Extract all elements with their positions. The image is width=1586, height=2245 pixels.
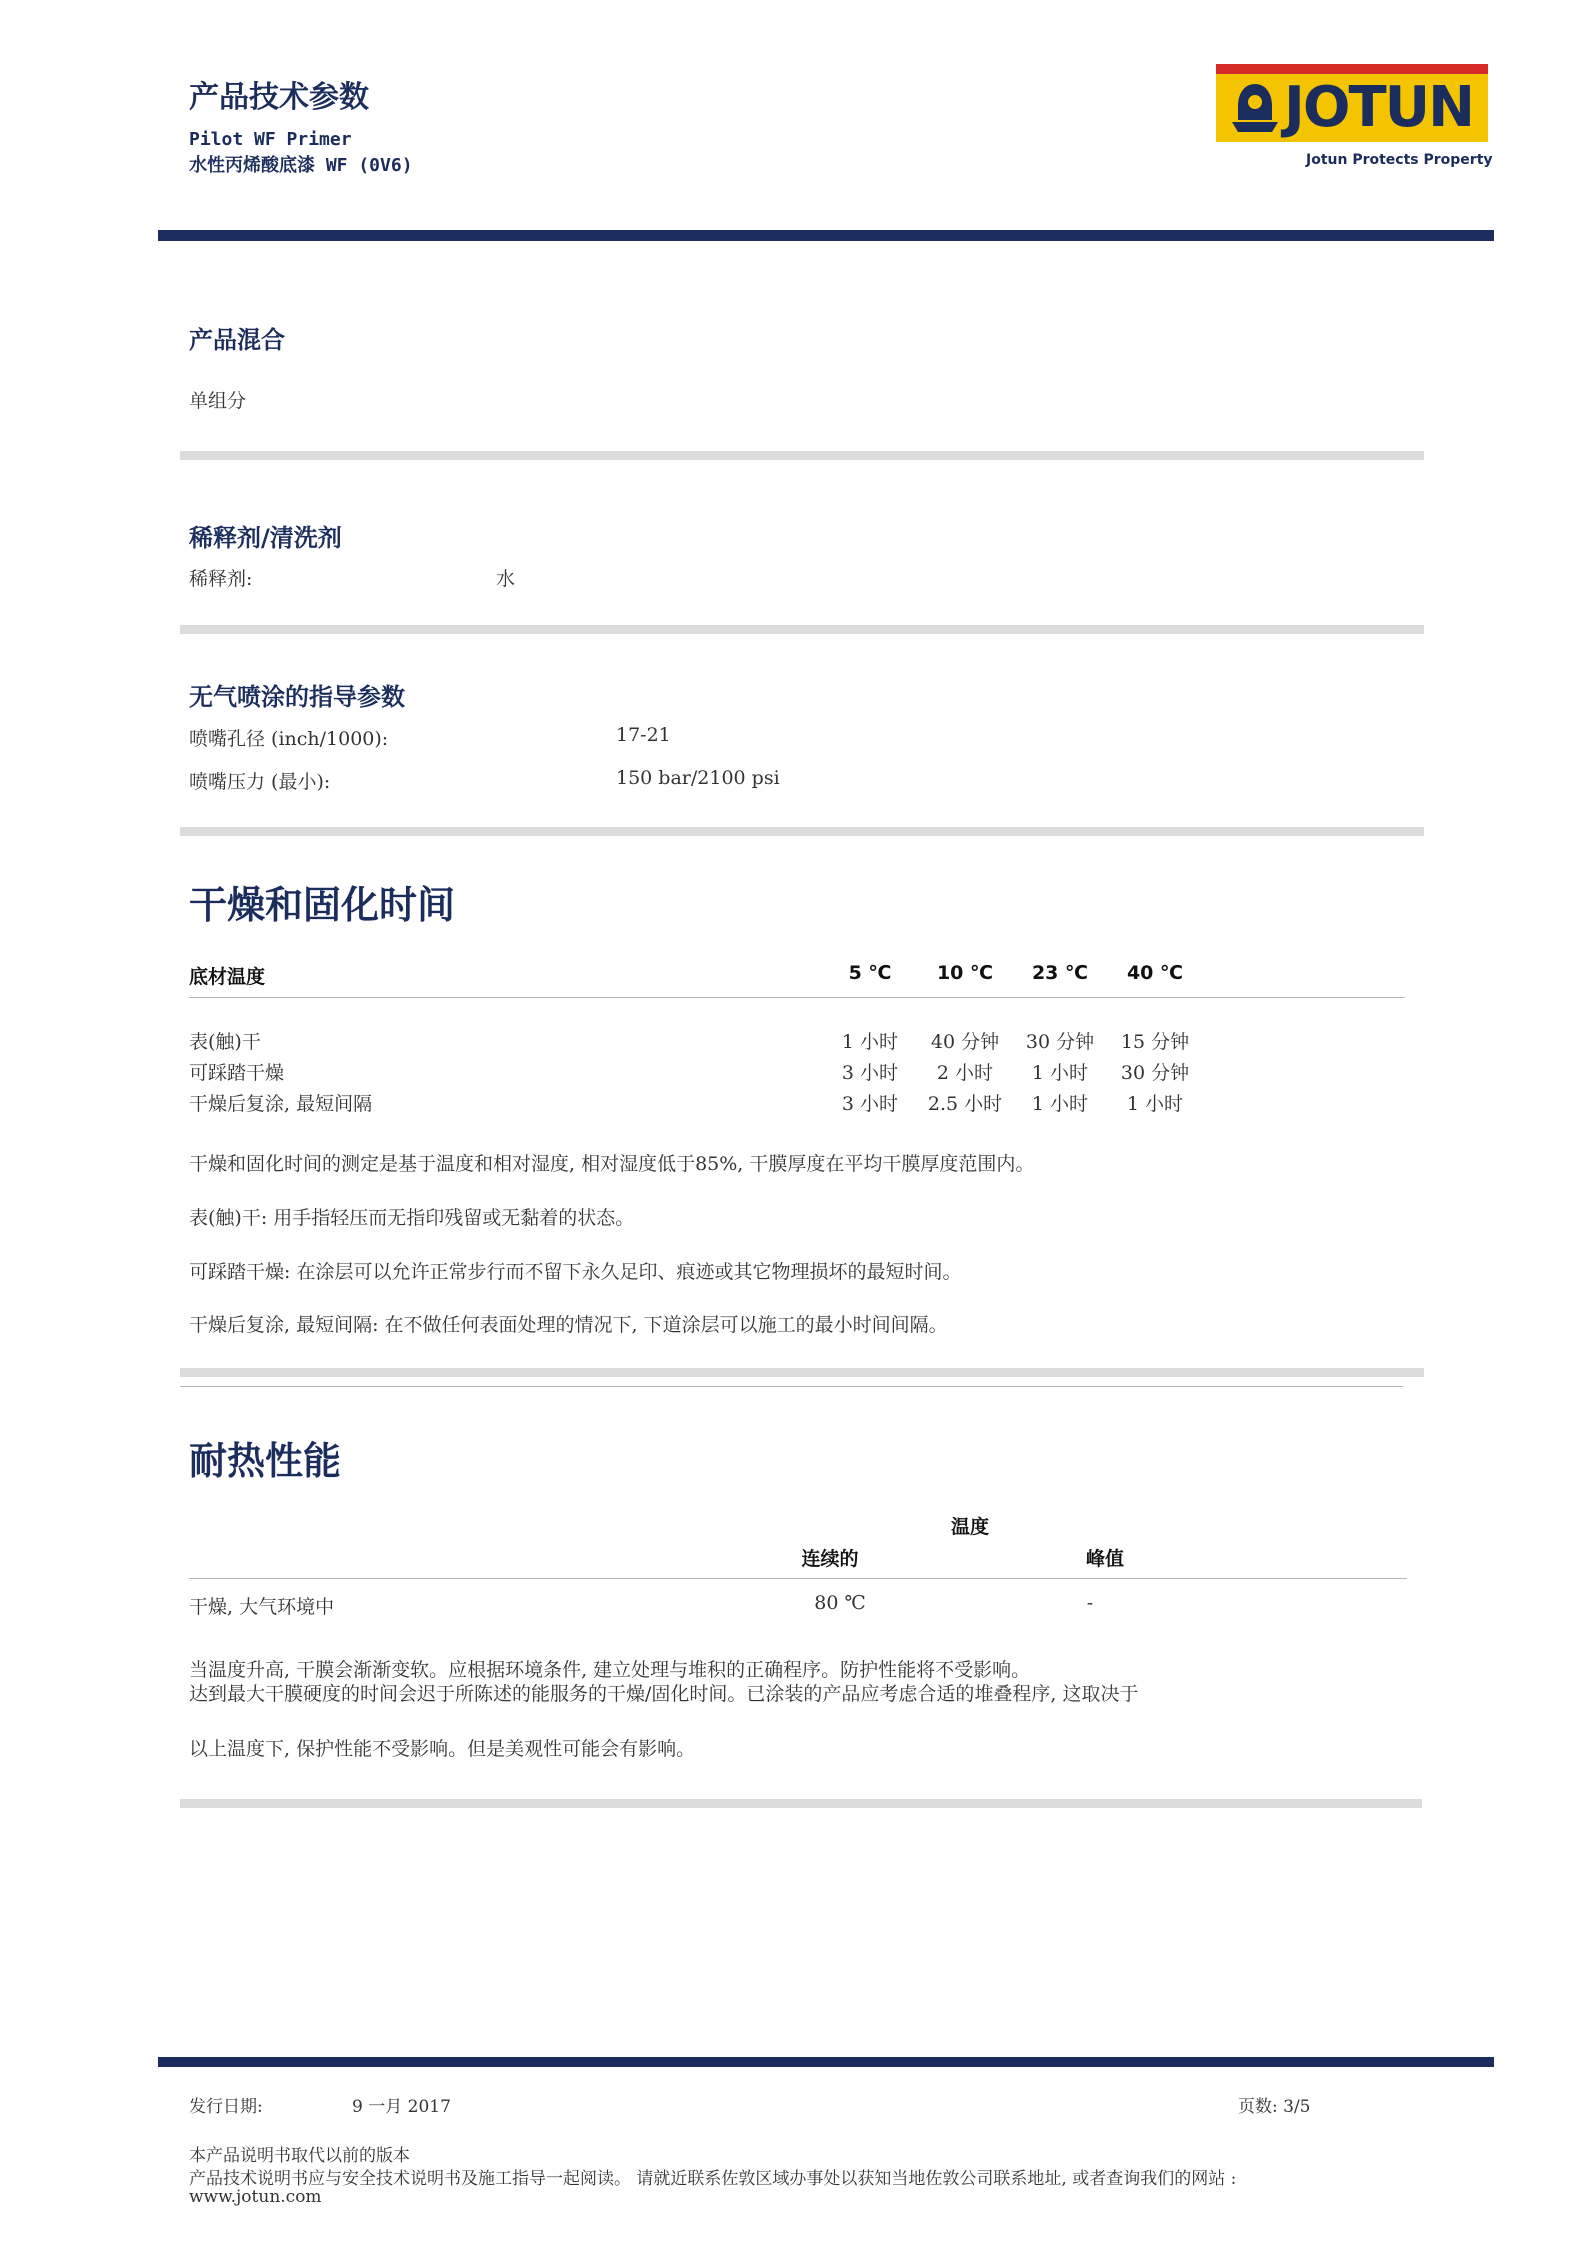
section-divider — [180, 1368, 1424, 1377]
airless-heading: 无气喷涂的指导参数 — [189, 683, 405, 711]
table-cell: 15 分钟 — [1120, 1031, 1190, 1053]
nozzle-tip-label: 喷嘴孔径 (inch/1000): — [189, 728, 389, 750]
product-name-cn: 水性丙烯酸底漆 WF (0V6) — [189, 155, 413, 176]
nozzle-pressure-label: 喷嘴压力 (最小): — [189, 771, 331, 793]
temp-col-40: 40 ℃ — [1126, 962, 1184, 984]
nozzle-pressure-value: 150 bar/2100 psi — [616, 767, 780, 789]
dry-atmospheric-label: 干燥, 大气环境中 — [189, 1596, 335, 1618]
heat-heading: 耐热性能 — [189, 1439, 342, 1483]
table-rule — [189, 1578, 1407, 1579]
ship-emblem-icon — [1228, 80, 1282, 136]
document-title: 产品技术参数 — [189, 80, 369, 115]
walk-on-dry-label: 可踩踏干燥 — [189, 1062, 285, 1084]
drying-note: 可踩踏干燥: 在涂层可以允许正常步行而不留下永久足印、痕迹或其它物理损坏的最短时间。 — [189, 1261, 962, 1283]
logo-wordmark: JOTUN — [1284, 75, 1473, 140]
temperature-group-header: 温度 — [950, 1516, 989, 1538]
table-cell: 1 小时 — [841, 1031, 899, 1053]
peak-value: - — [1086, 1592, 1094, 1614]
logo-red-band — [1216, 64, 1488, 74]
table-cell: 3 小时 — [841, 1062, 899, 1084]
temp-col-10: 10 ℃ — [936, 962, 994, 984]
thinner-heading: 稀释剂/清洗剂 — [189, 524, 342, 552]
continuous-header: 连续的 — [801, 1548, 859, 1570]
nozzle-tip-value: 17-21 — [616, 724, 671, 746]
mixing-heading: 产品混合 — [189, 326, 285, 354]
page-number: 页数: 3/5 — [1238, 2097, 1311, 2117]
heat-note: 当温度升高, 干膜会渐渐变软。应根据环境条件, 建立处理与堆积的正确程序。防护性能将不受影响。 — [189, 1659, 1031, 1681]
section-divider — [180, 827, 1424, 836]
drying-note: 干燥后复涂, 最短间隔: 在不做任何表面处理的情况下, 下道涂层可以施工的最小时间间隔。 — [189, 1314, 948, 1336]
heat-note: 达到最大干膜硬度的时间会迟于所陈述的能服务的干燥/固化时间。已涂装的产品应考虑合适的堆叠程序, 这取决于 — [189, 1683, 1139, 1705]
issue-date-label: 发行日期: — [189, 2097, 263, 2117]
section-divider — [180, 451, 1424, 460]
table-cell: 30 分钟 — [1120, 1062, 1190, 1084]
continuous-value: 80 ℃ — [814, 1592, 866, 1614]
temp-col-5: 5 ℃ — [848, 962, 892, 984]
header-divider — [158, 230, 1494, 241]
drying-note: 表(触)干: 用手指轻压而无指印残留或无黏着的状态。 — [189, 1207, 635, 1229]
footer-supersede: 本产品说明书取代以前的版本 — [189, 2146, 410, 2166]
table-cell: 1 小时 — [1126, 1093, 1184, 1115]
section-divider — [180, 1799, 1422, 1808]
footer-read-with: 产品技术说明书应与安全技术说明书及施工指导一起阅读。 请就近联系佐敦区域办事处以获知当地佐敦公司联系地址, 或者查询我们的网站 : — [189, 2169, 1237, 2189]
table-rule — [189, 997, 1405, 998]
heat-note: 以上温度下, 保护性能不受影响。但是美观性可能会有影响。 — [189, 1738, 696, 1760]
table-cell: 3 小时 — [841, 1093, 899, 1115]
peak-header: 峰值 — [1085, 1548, 1124, 1570]
table-cell: 2 小时 — [936, 1062, 994, 1084]
table-cell: 40 分钟 — [930, 1031, 1000, 1053]
drying-note: 干燥和固化时间的测定是基于温度和相对湿度, 相对湿度低于85%, 干膜厚度在平均干膜厚度范围内。 — [189, 1153, 1035, 1175]
thinner-label: 稀释剂: — [189, 568, 253, 590]
issue-date-value: 9 一月 2017 — [352, 2097, 451, 2117]
mixing-value: 单组分 — [189, 390, 247, 412]
product-name: Pilot WF Primer — [189, 129, 352, 150]
temp-col-23: 23 ℃ — [1031, 962, 1089, 984]
logo-tagline: Jotun Protects Property — [1306, 152, 1493, 168]
section-divider — [180, 625, 1424, 634]
thinner-value: 水 — [496, 568, 516, 590]
drying-heading: 干燥和固化时间 — [189, 883, 456, 927]
website-link[interactable]: www.jotun.com — [189, 2187, 322, 2207]
footer-divider — [158, 2057, 1494, 2067]
recoat-min-label: 干燥后复涂, 最短间隔 — [189, 1093, 373, 1115]
section-rule — [180, 1386, 1403, 1387]
surface-dry-label: 表(触)干 — [189, 1031, 261, 1053]
table-cell: 30 分钟 — [1025, 1031, 1095, 1053]
table-cell: 1 小时 — [1031, 1093, 1089, 1115]
substrate-temp-header: 底材温度 — [189, 966, 266, 988]
table-cell: 2.5 小时 — [927, 1093, 1003, 1115]
table-cell: 1 小时 — [1031, 1062, 1089, 1084]
